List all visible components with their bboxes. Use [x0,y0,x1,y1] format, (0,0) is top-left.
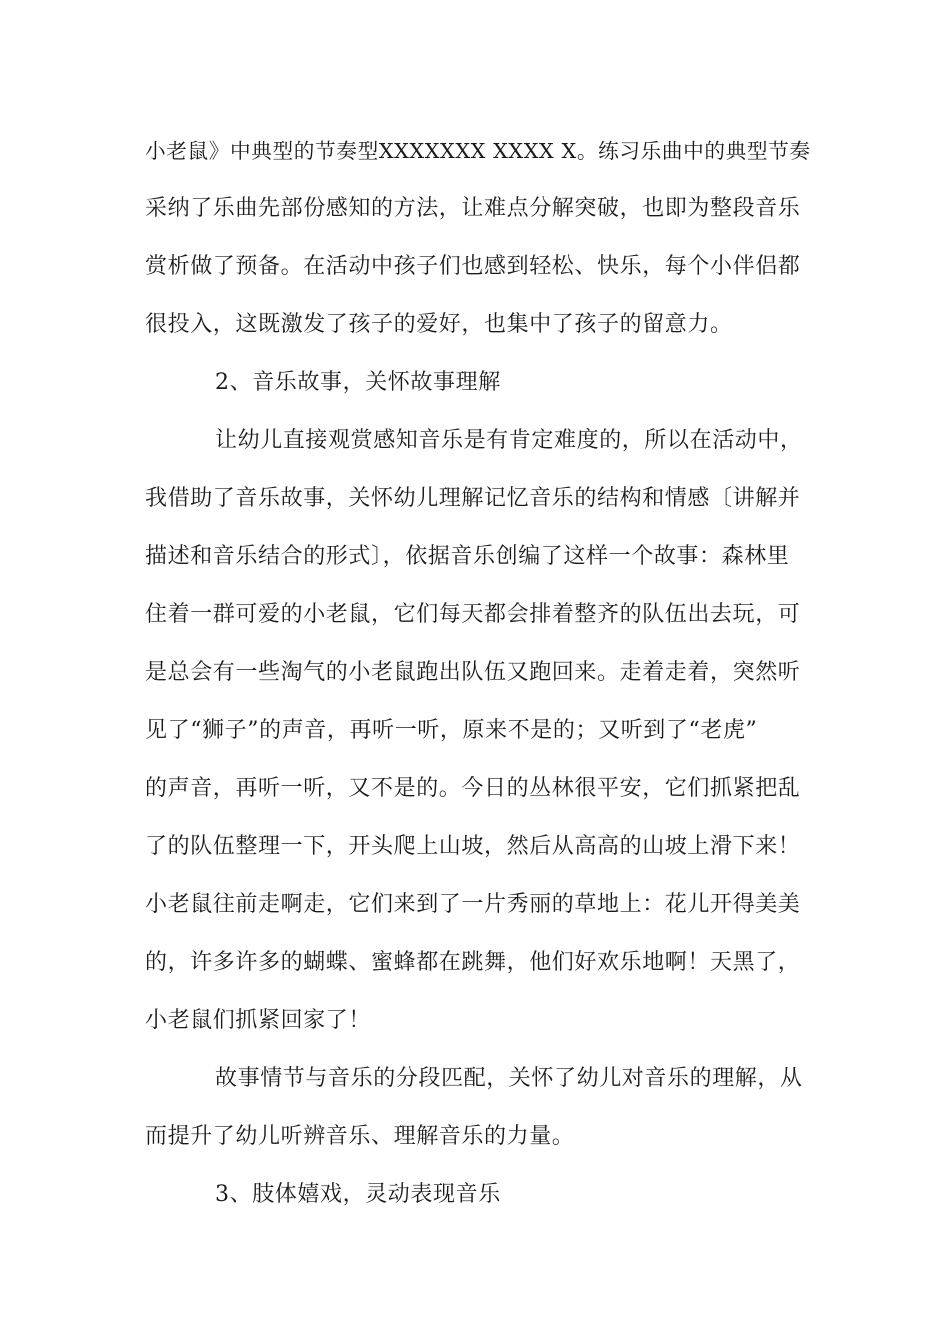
text-line: 赏析做了预备。在活动中孩子们也感到轻松、快乐，每个小伴侣都 [145,254,801,279]
text-line: 的声音，再听一听，又不是的。今日的丛林很平安，它们抓紧把乱 [145,776,801,801]
text-line: 描述和音乐结合的形式〕，依据音乐创编了这样一个故事：森林里 [145,544,790,569]
text-line: 采纳了乐曲先部份感知的方法，让难点分解突破，也即为整段音乐 [145,196,801,221]
text-line: 让幼儿直接观赏感知音乐是有肯定难度的，所以在活动中， [215,428,803,453]
text-line: 而提升了幼儿听辨音乐、理解音乐的力量。 [145,1124,575,1149]
text-line: 见了“狮子”的声音，再听一听，原来不是的；又听到了“老虎” [145,718,758,743]
text-line: 是总会有一些淘气的小老鼠跑出队伍又跑回来。走着走着，突然听 [145,660,801,685]
text-line: 小老鼠》中典型的节奏型XXXXXXX XXXX X。练习乐曲中的典型节奏 [145,139,811,163]
text-line: 很投入，这既激发了孩子的爱好，也集中了孩子的留意力。 [145,312,733,337]
text-line: 住着一群可爱的小老鼠，它们每天都会排着整齐的队伍出去玩，可 [145,602,801,627]
text-line: 故事情节与音乐的分段匹配，关怀了幼儿对音乐的理解，从 [215,1066,803,1091]
text-line: 小老鼠往前走啊走，它们来到了一片秀丽的草地上：花儿开得美美 [145,892,801,917]
text-line: 了的队伍整理一下，开头爬上山坡，然后从高高的山坡上滑下来！ [145,834,801,859]
text-line: 我借助了音乐故事，关怀幼儿理解记忆音乐的结构和情感〔讲解并 [145,486,801,511]
section-heading: 3、肢体嬉戏，灵动表现音乐 [215,1182,501,1207]
text-line: 小老鼠们抓紧回家了！ [145,1008,372,1033]
text-line: 的，许多许多的蝴蝶、蜜蜂都在跳舞，他们好欢乐地啊！天黑了， [145,950,801,975]
section-heading: 2、音乐故事，关怀故事理解 [215,370,501,395]
